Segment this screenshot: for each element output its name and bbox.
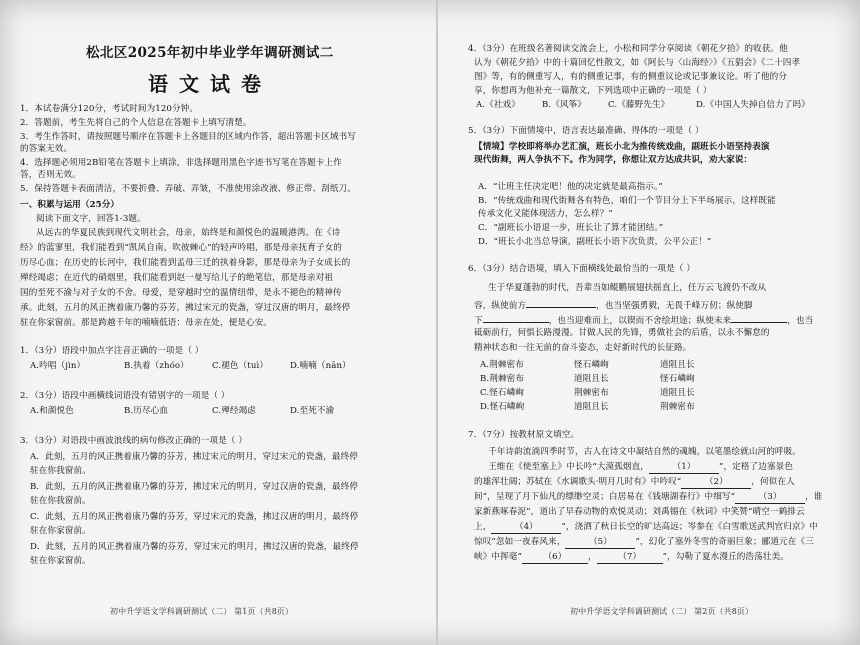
q7-line-4b: ，谁 [805,492,823,502]
q6-option-c-1: C.怪石嶙峋 [480,388,524,398]
q6-option-a-1: A.荆棘密布 [480,360,524,370]
q5-option-d: D．“班长小北当总导演，副班长小语下次负责，公平公正！” [478,237,712,247]
page-1-footer: 初中升学语文学科调研测试（二） 第1页（共8页） [110,607,294,616]
instruction-3: 3．考生作答时，请按照题号顺序在答题卡上各题目的区域内作答，超出答题卡区域书写 [20,132,356,142]
page-2-footer: 初中升学语文学科调研测试（二） 第2页（共8页） [570,607,754,616]
q6-passage-3 [474,313,813,327]
q7-line-7a: 惊叹“忽如一夜春风来， [474,537,566,547]
q4-stem-1: 4．（3分）在班级名著阅读交流会上，小松和同学分享阅读《朝花夕拾》的收获。他 [468,44,788,54]
passage-line-5: 国的至死不渝与对子女的不舍。母爱，是穿越时空的温情纽带，是永不褪色的精神传 [20,288,342,298]
q6-option-d-3: 荆棘密布 [660,402,695,412]
q7-line-3b: ，何似在人 [751,477,795,487]
q7-line-8 [474,552,789,564]
q6-option-b-1: B.荆棘密布 [480,374,525,384]
instruction-4: 4．选择题必须用2B铅笔在答题卡上填涂，非选择题用黑色字迹书写笔在答题卡上作 [20,158,342,168]
q3-option-c-cont: 驻在你家窗前。 [30,526,91,536]
page-2 [440,0,860,645]
q3-option-a: A．此刻，五月的风正携着康乃馨的芬芳，拂过宋元的明月，穿过宋元的瓷盏，最终停 [30,452,358,462]
q7-line-2 [488,462,793,474]
q5-option-b-cont: 传承文化又能体现活力，怎么样？” [478,209,613,219]
passage-line-6: 承。此刻，五月的风正携着康乃馨的芬芳，拂过宋元的瓷盏，穿过汉唐的明月，最终停 [20,303,351,313]
q5-option-a: A．“让班主任决定吧！他的决定就是最高指示。” [478,182,663,192]
q6-option-a-2: 怪石嶙峋 [574,360,609,370]
q7-line-6 [474,522,818,534]
q6-option-b-2: 道阻且长 [574,374,609,384]
q6-passage-1: 生于华夏蓬勃的时代，吾辈当如鲲鹏展翅扶摇直上，任万云飞渡仍不改从 [488,283,767,293]
q6-option-b-3: 怪石嶙峋 [660,374,695,384]
q5-option-b: B．“传统戏曲和现代街舞各有特色，咱们一个节目分上下半场展示，这样既能 [478,196,776,206]
instruction-3-cont: 的答案无效。 [20,144,73,154]
q6-option-d-2: 道阻且长 [574,402,609,412]
q2-option-c: C.殚经竭虑 [212,406,256,416]
q1-option-a: A.吟唱（jìn） [30,361,86,371]
passage-line-2: 经》的蓝寥里，我们能看到“凯风自南，吹彼棘心”的轻声吟唱，那是母亲抚育子女的 [20,243,342,253]
q4-option-c: C.《藤野先生》 [608,100,670,110]
q6-option-d-1: D.怪石嶙峋 [480,402,525,412]
q3-option-d-cont: 驻在你家窗前。 [30,556,91,566]
q7-blank-2[interactable]: （2） [681,477,751,489]
q4-stem-2: 认为《朝花夕拾》中的十篇回忆性散文，如《阿长与〈山海经〉》《五猖会》《二十四孝 [474,58,801,68]
q2-option-a: A.和颜悦色 [30,406,74,416]
q3-option-a-cont: 驻在你我窗前。 [30,466,91,476]
q7-line-5: 家新燕啄春泥”，道出了早春动物的欢悦灵动；刘禹锡在《秋词》中笑赞“晴空一鹤排云 [474,507,805,517]
q6-option-a-3: 道阻且长 [660,360,695,370]
q4-option-d: D.《中国人失掉自信力了吗》 [696,100,810,110]
q7-blank-5[interactable]: （5） [565,537,635,549]
q6-stem: 6．（3分）结合语境，填入下面横线处最恰当的一项是（ ） [468,264,696,274]
q7-line-3 [474,477,795,489]
q7-line-6a: 上， [474,522,492,532]
q4-stem-4: 享，你想再为他补充一篇散文，下列选项中正确的一项是（ ） [474,86,712,96]
q3-option-b-cont: 驻在你我窗前。 [30,496,91,506]
q4-option-a: A.《社戏》 [476,100,520,110]
q2-stem: 2．（3分）语段中画横线词语没有错别字的一项是（ ） [20,391,230,401]
q6-passage-2a: 容，纵使前方 [474,301,527,311]
q5-context-2: 现代街舞，两人争执不下。作为同学，你想让双方达成共识，劝大家说： [474,155,753,165]
q6-blank-2[interactable] [483,313,549,323]
q7-line-6b: ”，浇洒了秋日长空的旷达高远；岑参在《白雪歌送武判官归京》中 [561,522,819,532]
instruction-4-cont: 答，否则无效。 [20,170,81,180]
q7-line-7b: ”，幻化了塞外冬雪的奇丽巨象；郦道元在《三 [635,537,814,547]
instruction-1: 1．本试卷满分120分，考试时间为120分钟。 [20,104,199,114]
q3-option-b: B．此刻，五月的风正携着康乃馨的芬芳，拂过宋元的明月，穿过汉唐的瓷盏，最终停 [30,482,359,492]
q5-stem: 5．（3分）下面情境中，语言表达最准确、得体的一项是（ ） [468,126,704,136]
q1-option-b: B.执着（zhóo） [124,361,189,371]
passage-line-3: 历尽心血；在历史的长河中，我们能看到孟母三迁的执着身影，那是母亲为子女成长的 [20,258,351,268]
q7-blank-6[interactable]: （6） [522,552,588,564]
reading-intro: 阅读下面文字，回答1-3题。 [36,214,146,224]
q7-line-7 [474,537,814,549]
q6-blank-3[interactable] [731,313,787,323]
q6-passage-2 [474,298,753,312]
q5-context-1: 【情境】学校即将举办艺汇演，班长小北为推传统戏曲，副班长小语坚持表演 [474,142,770,152]
q7-stem: 7．（7分）按教材原文填空。 [468,430,580,440]
passage-line-4: 殚经竭虑；在近代的硝烟里，我们能看到赵一曼写给儿子的绝笔信，那是母亲对祖 [20,273,333,283]
q6-passage-3a: 下 [474,316,483,326]
q7-line-4 [474,492,823,504]
q7-line-3a: 的雄浑壮阔；苏轼在《水调歌头·明月几时有》中吟叹“ [474,477,682,487]
q7-line-8c: ”，勾勒了夏水漫丘的浩荡壮美。 [662,552,789,562]
passage-line-7: 驻在你家窗前。那是跨越千年的喃喃低语：母亲在处，便是心安。 [20,318,273,328]
q3-stem: 3．（3分）对语段中画波浪线的病句修改正确的一项是（ ） [20,436,248,446]
q6-option-c-2: 荆棘密布 [574,388,609,398]
q3-option-d: D．此刻，五月的风正携着康乃馨的芬芳，穿过宋元的明月，拂过汉唐的瓷盏，最终停 [30,542,359,552]
exam-title: 松北区2025年初中毕业学年调研测试二 [86,45,334,61]
passage-line-1: 从远古的华夏民族到现代文明社会，母亲，始终是和颜悦色的温暖港湾。在《诗 [36,228,341,238]
q1-stem: 1．（3分）语段中加点字注音正确的一项是（ ） [20,346,204,356]
q7-line-1: 千年诗韵流淌四季时节，古人在诗文中凝结自然的魂魄，以笔墨绘就山河的呼吸。 [488,447,801,457]
q2-option-d: D.至死不渝 [290,406,335,416]
q7-blank-3[interactable]: （3） [735,492,805,504]
section-title: 一、积累与运用（25分） [20,200,120,210]
q6-passage-5: 精神状态和一往无前的奋斗姿态，走好新时代的长征路。 [474,343,692,353]
q7-line-2a: 王维在《使至塞上》中长吟“大漠孤烟直， [488,462,649,472]
instruction-5: 5．保持答题卡表面清洁，不要折叠、弄破、弄皱，不准使用涂改液、修正带、刮纸刀。 [20,184,356,194]
q4-option-b: B.《风筝》 [542,100,587,110]
q2-option-b: B.历尽心血 [124,406,169,416]
q7-line-8a: 峡》中挥毫“ [474,552,522,562]
page-fold [436,0,438,645]
q1-option-d: D.喃喃（nān） [290,361,351,371]
q7-blank-7[interactable]: （7） [597,552,663,564]
q6-blank-1[interactable] [526,298,596,308]
q1-option-c: C.褪色（tuì） [212,361,269,371]
subject-title: 语文试卷 [148,72,272,96]
instruction-2: 2．答题前，考生先将自己的个人信息在答题卡上填写清楚。 [20,118,252,128]
q6-option-c-3: 道阻且长 [660,388,695,398]
q7-blank-4[interactable]: （4） [491,522,561,534]
q6-passage-3c: ，也当 [787,316,814,326]
q6-passage-3b: ，也当迎难而上，以锲而不舍绘坦途；纵使未来 [548,316,732,326]
q7-blank-1[interactable]: （1） [649,462,719,474]
q4-stem-3: 图》等，有的侧重写人，有的侧重记事，有的侧重议论或记事兼议论。听了他的分 [474,72,787,82]
q7-line-2b: ”，定格了边塞景色 [718,462,794,472]
q6-passage-2b: ，也当坚强勇毅，无畏千峰万仞；纵使脚 [596,301,753,311]
q6-passage-4: 砥砺前行，何惧长路漫漫。甘做人民的先锋，勇做社会的后盾，以永不懈怠的 [474,328,770,338]
q7-line-4a: 间”，呈现了月下仙凡的缥缈空灵；白居易在《钱塘湖春行》中细写“ [474,492,736,502]
q7-line-8b: ， [587,552,597,562]
q3-option-c: C．此刻，五月的风正携着康乃馨的芬芳，穿过宋元的瓷盏，拂过汉唐的明月，最终停 [30,512,359,522]
q5-option-c: C．“副班长小语退一步，班长让了算才能团结。” [478,223,664,233]
